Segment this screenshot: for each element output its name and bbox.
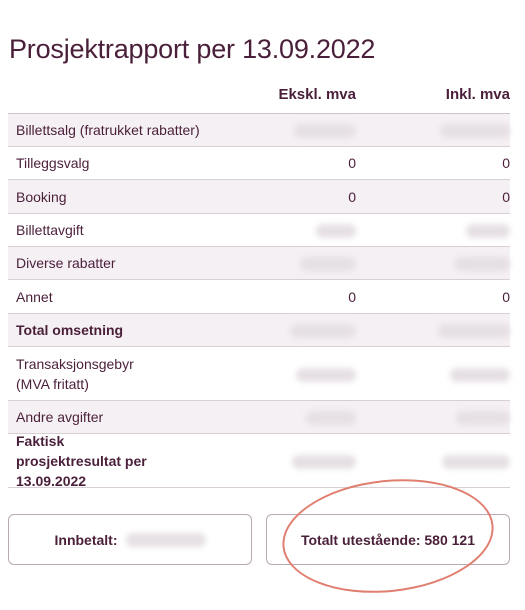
outstanding-label: Totalt utestående: 580 121: [300, 531, 476, 548]
row-value-excl: [258, 365, 356, 381]
table-row-tilleggsvalg: [8, 147, 510, 180]
row-label: Annet: [16, 288, 53, 305]
page-title: Prosjektrapport per 13.09.2022: [9, 34, 376, 64]
row-value-incl: [356, 222, 510, 238]
redacted-value: [294, 124, 356, 138]
row-label: Andre avgifter: [16, 409, 104, 425]
row-value-incl: [356, 365, 510, 381]
paid-label: Innbetalt:: [54, 531, 118, 548]
row-value-excl: 0: [348, 288, 356, 305]
table-row-faktisk-prosjektresultat: [8, 434, 510, 488]
row-value-incl: [356, 255, 510, 271]
table-row-booking: [8, 180, 510, 214]
row-label: Diverse rabatter: [16, 255, 116, 271]
table-row-andre-avgifter: [8, 401, 510, 434]
redacted-value: [466, 224, 510, 238]
report-table: [8, 76, 510, 488]
outstanding-amount-button[interactable]: [266, 514, 510, 565]
redacted-value: [306, 411, 356, 425]
redacted-value: [290, 324, 356, 338]
row-value-excl: [258, 452, 356, 468]
row-value-excl: [258, 222, 356, 238]
row-value-excl: 0: [348, 188, 356, 205]
table-row-transaksjonsgebyr: [8, 347, 510, 401]
redacted-paid-value: [126, 533, 206, 547]
row-label: Tilleggsvalg: [16, 155, 90, 171]
row-value-incl: [356, 322, 510, 338]
table-header: [8, 76, 510, 114]
row-value-excl: [258, 255, 356, 271]
row-value-excl: 0: [348, 155, 356, 171]
redacted-value: [456, 411, 510, 425]
row-label: Billettavgift: [16, 222, 84, 238]
row-value-incl: [356, 452, 510, 468]
redacted-value: [316, 224, 356, 238]
row-label: Faktisk prosjektresultat per 13.09.2022: [16, 432, 147, 489]
row-label: Booking: [16, 188, 67, 205]
row-label: Transaksjonsgebyr (MVA fritatt): [16, 355, 134, 392]
redacted-value: [296, 368, 356, 382]
row-value-excl: [258, 322, 356, 338]
redacted-value: [440, 124, 510, 138]
table-row-diverse-rabatter: [8, 247, 510, 280]
row-value-incl: [356, 122, 510, 138]
row-label: Billettsalg (fratrukket rabatter): [16, 122, 200, 138]
row-label: Total omsetning: [16, 322, 124, 338]
redacted-value: [300, 257, 356, 271]
row-value-excl: [258, 122, 356, 138]
redacted-value: [450, 368, 510, 382]
table-row-annet: [8, 280, 510, 314]
paid-amount-button[interactable]: [8, 514, 252, 565]
table-row-billettsalg: [8, 114, 510, 147]
redacted-value: [292, 455, 356, 469]
row-value-excl: [258, 409, 356, 425]
row-value-incl: 0: [502, 155, 510, 171]
header-incl-mva: Inkl. mva: [445, 86, 510, 103]
row-value-incl: [356, 409, 510, 425]
row-value-incl: 0: [502, 288, 510, 305]
table-row-billettavgift: [8, 214, 510, 247]
redacted-value: [438, 324, 510, 338]
redacted-value: [442, 455, 510, 469]
header-excl-mva: Ekskl. mva: [278, 86, 356, 103]
table-row-total-omsetning: [8, 314, 510, 347]
row-value-incl: 0: [502, 188, 510, 205]
redacted-value: [454, 257, 510, 271]
